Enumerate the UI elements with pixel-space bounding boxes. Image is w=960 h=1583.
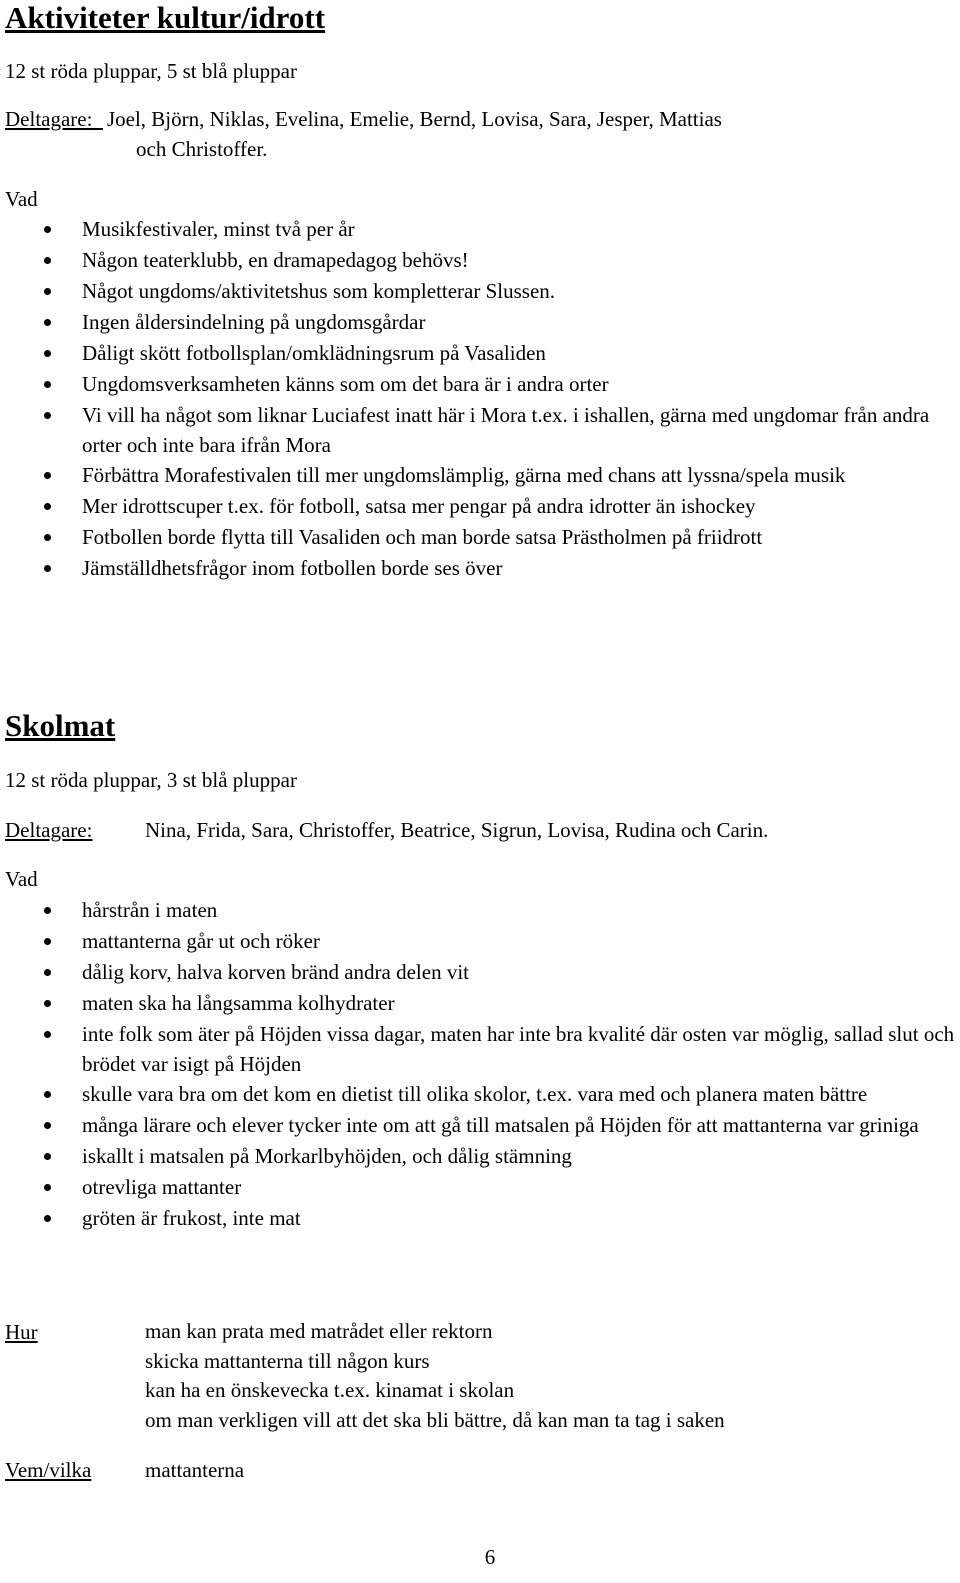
hur-list xyxy=(145,1317,725,1435)
list-item: Ingen åldersindelning på ungdomsgårdar xyxy=(0,307,960,338)
bullet-icon xyxy=(44,350,51,357)
bullet-icon xyxy=(44,472,51,479)
bullet-icon xyxy=(44,938,51,945)
list-item: maten ska ha långsamma kolhydrater xyxy=(0,988,960,1019)
participants-continuation: och Christoffer. xyxy=(136,137,268,161)
participants-label: Deltagare: xyxy=(5,107,93,131)
hur-item: kan ha en önskevecka t.ex. kinamat i skolan xyxy=(145,1378,515,1402)
list-item: gröten är frukost, inte mat xyxy=(0,1203,960,1234)
participants-row-aktiviteter xyxy=(5,106,722,132)
bullet-icon xyxy=(44,503,51,510)
participants-list: Joel, Björn, Niklas, Evelina, Emelie, Bernd, Lovisa, Sara, Jesper, Mattias xyxy=(106,107,722,131)
bullet-list-aktiviteter xyxy=(0,214,960,584)
list-item: Mer idrottscuper t.ex. för fotboll, satsa mer pengar på andra idrotter än ishockey xyxy=(0,491,960,522)
list-item: otrevliga mattanter xyxy=(0,1172,960,1203)
list-item: iskallt i matsalen på Morkarlbyhöjden, och dålig stämning xyxy=(0,1141,960,1172)
list-item: Jämställdhetsfrågor inom fotbollen borde ses över xyxy=(0,553,960,584)
bullet-icon xyxy=(44,257,51,264)
dots-count-aktiviteter: 12 st röda pluppar, 5 st blå pluppar xyxy=(5,59,297,83)
list-item: Ungdomsverksamheten känns som om det bara är i andra orter xyxy=(0,369,960,400)
section-title-skolmat: Skolmat xyxy=(5,708,116,743)
vad-label-aktiviteter: Vad xyxy=(5,187,38,211)
bullet-icon xyxy=(44,969,51,976)
bullet-icon xyxy=(44,1000,51,1007)
bullet-icon xyxy=(44,1031,51,1038)
bullet-icon xyxy=(44,1215,51,1222)
section-title-aktiviteter: Aktiviteter kultur/idrott xyxy=(5,0,326,35)
hur-item: skicka mattanterna till någon kurs xyxy=(145,1348,430,1373)
bullet-icon xyxy=(44,319,51,326)
list-item: dålig korv, halva korven bränd andra delen vit xyxy=(0,957,960,988)
participants-list: Nina, Frida, Sara, Christoffer, Beatrice, Sigrun, Lovisa, Rudina och Carin. xyxy=(145,818,769,842)
list-item: Något ungdoms/aktivitetshus som kompletterar Slussen. xyxy=(0,276,960,307)
hur-item: man kan prata med matrådet eller rektorn xyxy=(145,1319,493,1343)
list-item: många lärare och elever tycker inte om att gå till matsalen på Höjden för att mattanterna var griniga xyxy=(0,1110,960,1141)
bullet-icon xyxy=(44,226,51,233)
list-item: Någon teaterklubb, en dramapedagog behövs! xyxy=(0,245,960,276)
list-item: Förbättra Morafestivalen till mer ungdomslämplig, gärna med chans att lyssna/spela musik xyxy=(0,460,960,491)
list-item: mattanterna går ut och röker xyxy=(0,926,960,957)
bullet-icon xyxy=(44,288,51,295)
list-item: Dåligt skött fotbollsplan/omklädningsrum på Vasaliden xyxy=(0,338,960,369)
hur-item: om man verkligen vill att det ska bli bättre, då kan man ta tag i saken xyxy=(145,1407,725,1432)
participants-label: Deltagare: xyxy=(5,818,93,842)
underline-spacer xyxy=(92,107,103,131)
bullet-icon xyxy=(44,1091,51,1098)
list-item: Vi vill ha något som liknar Luciafest inatt här i Mora t.ex. i ishallen, gärna med ungdomar från andra orter och inte bara ifrån Mora xyxy=(0,400,960,460)
bullet-icon xyxy=(44,565,51,572)
vad-label-skolmat: Vad xyxy=(5,867,38,891)
bullet-icon xyxy=(44,907,51,914)
vem-value: mattanterna xyxy=(145,1458,245,1482)
list-item: skulle vara bra om det kom en dietist till olika skolor, t.ex. vara med och planera maten bättre xyxy=(0,1079,960,1110)
list-item: Fotbollen borde flytta till Vasaliden och man borde satsa Prästholmen på friidrott xyxy=(0,522,960,553)
bullet-icon xyxy=(44,381,51,388)
list-item: hårstrån i maten xyxy=(0,895,960,926)
hur-label: Hur xyxy=(5,1320,38,1344)
vem-label: Vem/vilka xyxy=(5,1458,92,1482)
bullet-icon xyxy=(44,1184,51,1191)
bullet-icon xyxy=(44,534,51,541)
bullet-list-skolmat xyxy=(0,895,960,1234)
bullet-icon xyxy=(44,1122,51,1129)
list-item: inte folk som äter på Höjden vissa dagar, maten har inte bra kvalité där osten var möglig, sallad slut och brödet var isigt på Höjden xyxy=(0,1019,960,1079)
page-number: 6 xyxy=(484,1545,496,1569)
list-item: Musikfestivaler, minst två per år xyxy=(0,214,960,245)
bullet-icon xyxy=(44,412,51,419)
dots-count-skolmat: 12 st röda pluppar, 3 st blå pluppar xyxy=(5,768,297,792)
bullet-icon xyxy=(44,1153,51,1160)
